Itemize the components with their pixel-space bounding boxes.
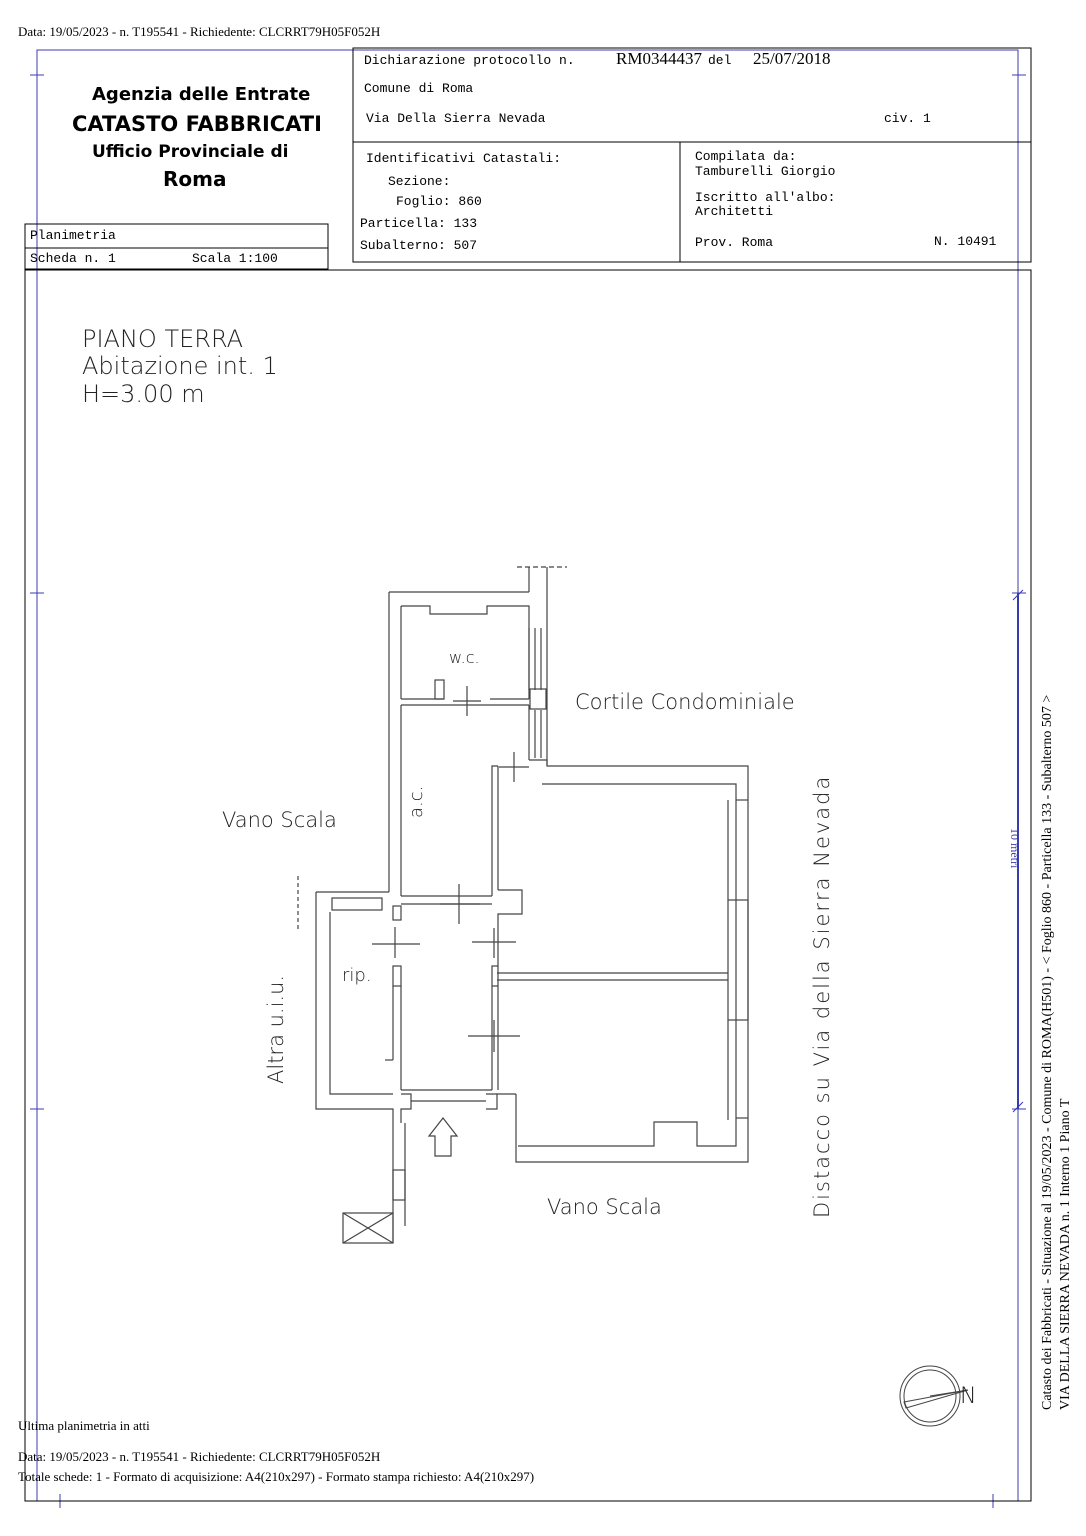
footer-request-line: Data: 19/05/2023 - n. T195541 - Richiedente: CLCRRT79H05F052H xyxy=(18,1449,381,1464)
compiler-label: Compilata da: xyxy=(695,149,797,164)
scale-bar-label: 10 metri xyxy=(1008,828,1022,869)
header-request-line: Data: 19/05/2023 - n. T195541 - Richiedente: CLCRRT79H05F052H xyxy=(18,24,381,39)
label-cortile: Cortile Condominiale xyxy=(575,690,795,714)
declaration-label: Dichiarazione protocollo n. xyxy=(364,53,575,68)
albo: Architetti xyxy=(695,204,774,219)
label-vano-scala-bottom: Vano Scala xyxy=(547,1195,662,1219)
plan-floor: PIANO TERRA xyxy=(82,325,244,353)
compiler-registration-number: N. 10491 xyxy=(934,234,997,249)
entrance-arrow-icon xyxy=(429,1118,457,1156)
sheet-scale: Scala 1:100 xyxy=(192,251,278,266)
side-address-text: VIA DELLA SIERRA NEVADA n. 1 Interno 1 Piano T xyxy=(1058,1098,1073,1410)
footer-format-line: Totale schede: 1 - Formato di acquisizione: A4(210x297) - Formato stampa richiesto: A4(210x297) xyxy=(18,1469,535,1484)
civic-number: civ. 1 xyxy=(884,111,931,126)
side-cadastral-text: Catasto dei Fabbricati - Situazione al 19/05/2023 - Comune di ROMA(H501) - < Foglio 860 - Particella 133 - Subalterno 507 > xyxy=(1040,694,1055,1410)
declaration-date: 25/07/2018 xyxy=(753,49,831,68)
label-altra-uiu: Altra u.i.u. xyxy=(264,974,288,1084)
declaration-del: del xyxy=(708,53,732,68)
plan-height: H=3.00 m xyxy=(82,380,205,408)
agency-office: Ufficio Provinciale di xyxy=(92,142,289,162)
sezione: Sezione: xyxy=(388,174,451,189)
north-arrow-icon xyxy=(900,1366,968,1426)
compiler-name: Tamburelli Giorgio xyxy=(695,164,836,179)
footer-note: Ultima planimetria in atti xyxy=(18,1418,150,1433)
agency-city: Roma xyxy=(163,167,227,191)
identifiers-heading: Identificativi Catastali: xyxy=(366,151,562,166)
address: Via Della Sierra Nevada xyxy=(366,111,546,126)
north-label: N xyxy=(960,1384,977,1409)
declaration-number: RM0344437 xyxy=(616,49,702,68)
room-label-rip: rip. xyxy=(342,965,372,986)
albo-label: Iscritto all'albo: xyxy=(695,190,836,205)
comune: Comune di Roma xyxy=(364,81,474,96)
label-vano-scala-left: Vano Scala xyxy=(222,808,337,832)
particella: Particella: 133 xyxy=(360,216,478,231)
sheet-type: Planimetria xyxy=(30,228,116,243)
subalterno: Subalterno: 507 xyxy=(360,238,478,253)
compiler-province: Prov. Roma xyxy=(695,235,774,250)
agency-name: Agenzia delle Entrate xyxy=(92,84,311,105)
foglio: Foglio: 860 xyxy=(396,194,482,209)
room-label-wc: w.c. xyxy=(449,648,480,667)
sheet-scheda: Scheda n. 1 xyxy=(30,251,116,266)
plan-unit: Abitazione int. 1 xyxy=(82,352,278,380)
label-distacco: Distacco su Via della Sierra Nevada xyxy=(810,774,834,1218)
room-label-ac: a.c. xyxy=(406,785,427,818)
agency-title: CATASTO FABBRICATI xyxy=(72,112,322,136)
